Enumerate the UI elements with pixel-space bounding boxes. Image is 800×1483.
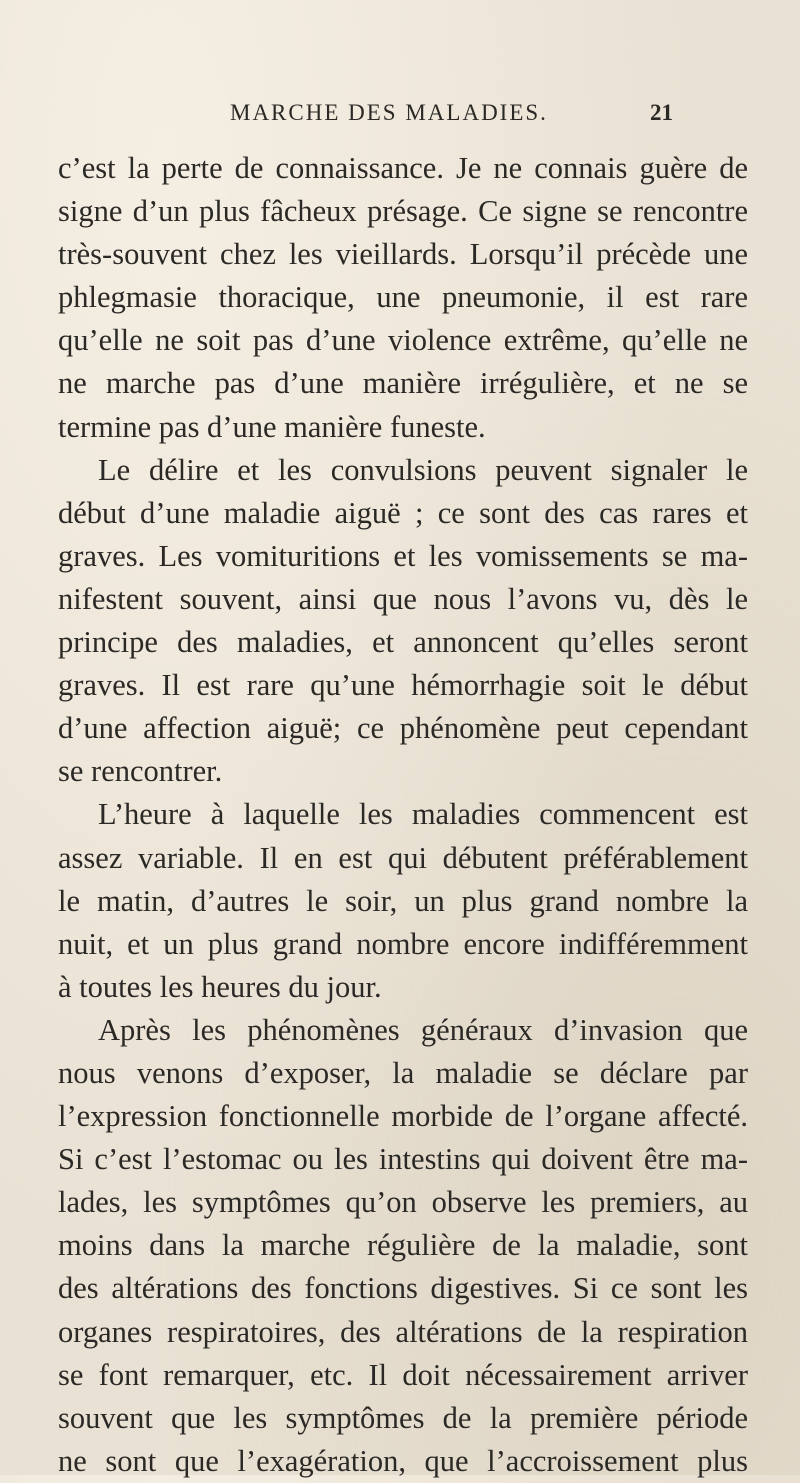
text-line: nifestent souvent, ainsi que nous l’avons vu, dès le (58, 581, 748, 616)
paragraph-start: Après les phénomènes généraux d’invasion que (98, 1012, 748, 1047)
text-line: phlegmasie thoracique, une pneumonie, il est rare (58, 280, 748, 315)
text-line: ne marche pas d’une manière irrégulière, et ne se (58, 366, 748, 401)
text-line: lades, les symptômes qu’on observe les premiers, au (58, 1185, 748, 1220)
text-line: c’est la perte de connaissance. Je ne connais guère de (58, 151, 748, 185)
text-line: termine pas d’une manière funeste. (58, 409, 486, 444)
running-head (230, 100, 673, 134)
text-line: très-souvent chez les vieillards. Lorsqu’il précède une (58, 237, 748, 272)
text-line: nuit, et un plus grand nombre encore indifféremment (58, 926, 748, 961)
text-line: organes respiratoires, des altérations de la respiration (58, 1314, 748, 1349)
text-line: signe d’un plus fâcheux présage. Ce signe se rencontre (58, 194, 748, 229)
text-line: graves. Les vomituritions et les vomissements se ma- (58, 538, 748, 573)
text-line: souvent que les symptômes de la première période (58, 1400, 748, 1435)
text-line: se font remarquer, etc. Il doit nécessairement arriver (58, 1357, 748, 1392)
running-title: MARCHE DES MALADIES. (230, 100, 548, 125)
text-line: Si c’est l’estomac ou les intestins qui doivent être ma- (58, 1142, 748, 1177)
paragraph-start: Le délire et les convulsions peuvent signaler le (98, 452, 748, 487)
text-line: des altérations des fonctions digestives. Si ce sont les (58, 1271, 748, 1306)
text-line: à toutes les heures du jour. (58, 969, 382, 1004)
text-line: le matin, d’autres le soir, un plus grand nombre la (58, 883, 748, 918)
text-line: d’une affection aiguë; ce phénomène peut cependant (58, 711, 748, 746)
body-text (58, 147, 748, 1483)
text-line: moins dans la marche régulière de la maladie, sont (58, 1228, 748, 1263)
text-line: début d’une maladie aiguë ; ce sont des cas rares et (58, 495, 748, 530)
text-line: graves. Il est rare qu’une hémorrhagie soit le début (58, 668, 748, 703)
text-line: l’expression fonctionnelle morbide de l’organe affecté. (58, 1099, 748, 1134)
text-line: ne sont que l’exagération, que l’accroissement plus (58, 1443, 748, 1478)
paragraph-start: L’heure à laquelle les maladies commencent est (98, 797, 748, 832)
text-line: se rencontrer. (58, 754, 223, 789)
text-line: assez variable. Il en est qui débutent préférablement (58, 840, 748, 875)
text-line: principe des maladies, et annoncent qu’elles seront (58, 625, 748, 660)
text-line: qu’elle ne soit pas d’une violence extrême, qu’elle ne (58, 323, 748, 358)
page-number: 21 (650, 100, 673, 125)
text-line: nous venons d’exposer, la maladie se déclare par (58, 1055, 748, 1090)
